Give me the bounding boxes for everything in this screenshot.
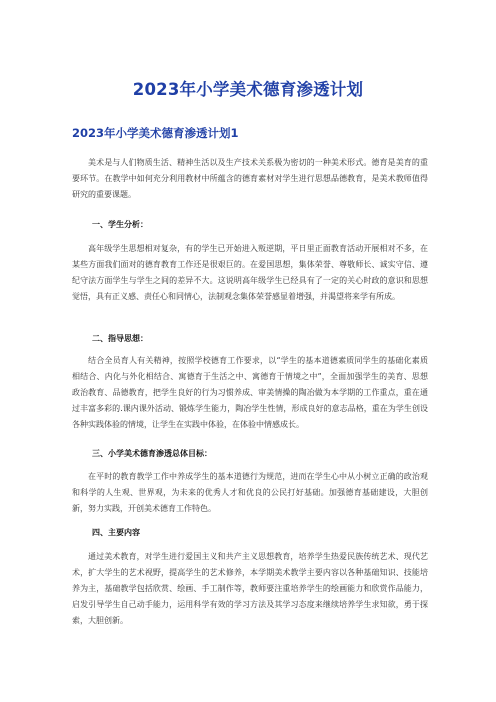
section-body-main-content: 通过美术教育，对学生进行爱国主义和共产主义思想教育，培养学生热爱民族传统艺术、现代艺术，扩大学生的艺术视野，提高学生的艺术修养，本学期美术教学主要内容以各种基础知识、技能培养为主，基础教学包括欣赏、绘画、手工制作等，教师要注重培养学生的绘画能力和欣赏作品能力，启发引导学生自己动手能力，运用科学有效的学习方法及其学习态度来继续培养学生求知欲，勇于探索，大胆创新。 bbox=[72, 552, 428, 625]
section-body-student-analysis: 高年级学生思想相对复杂，有的学生已开始进入叛逆期，平日里正面教育活动开展相对不多，在某些方面我们面对的德育教育工作还是很艰巨的。在爱国思想，集体荣誉、尊敬师长、诚实守信、遵纪守法方面学生与学生之间的差异不大。这说明高年级学生已经具有了一定的关心时政的意识和思想觉悟，具有正义感、责任心和同情心，法制观念集体荣誉感显着增强，并渴望将来学有所成。 bbox=[72, 244, 428, 301]
document-subtitle: 2023年小学美术德育渗透计划1 bbox=[72, 126, 239, 140]
section-heading-main-content: 四、主要内容 bbox=[92, 528, 140, 537]
document-title: 2023年小学美术德育渗透计划 bbox=[132, 80, 364, 99]
section-body-guiding-ideology: 结合全员育人有关精神，按照学校德育工作要求，以“学生的基本道德素质同学生的基础化素质相结合、内化与外化相结合、寓德育于生活之中、寓德育于情境之中”，全面加强学生的美育、思想政治教育、品德教育，把学生良好的行为习惯养成、审美情操的陶冶做为本学期的工作重点，重在通过丰富多彩的.课内课外活动、锻炼学生能力，陶冶学生性情，形成良好的意志品格，重在为学生创设各种实践体验的情境，让学生在实践中体验，在体验中情感成长。 bbox=[72, 356, 428, 429]
section-heading-overall-goal: 三、小学美术德育渗透总体目标： bbox=[92, 449, 212, 458]
intro-paragraph: 美术是与人们物质生活、精神生活以及生产技术关系极为密切的一种美术形式。德育是美育的重要环节。在教学中如何充分利用教材中所蕴含的德育素材对学生进行思想品德教育，是美术教师值得研究的重要课题。 bbox=[72, 158, 428, 199]
section-body-overall-goal: 在平时的教育教学工作中养成学生的基本道德行为规范，进而在学生心中从小树立正确的政治观和科学的人生观、世界观，为未来的优秀人才和优良的公民打好基础。加强德育基础建设，大胆创新，努力实践，开创美术德育工作特色。 bbox=[72, 472, 428, 513]
section-heading-student-analysis: 一、学生分析： bbox=[92, 220, 148, 229]
section-heading-guiding-ideology: 二、指导思想： bbox=[92, 334, 148, 343]
